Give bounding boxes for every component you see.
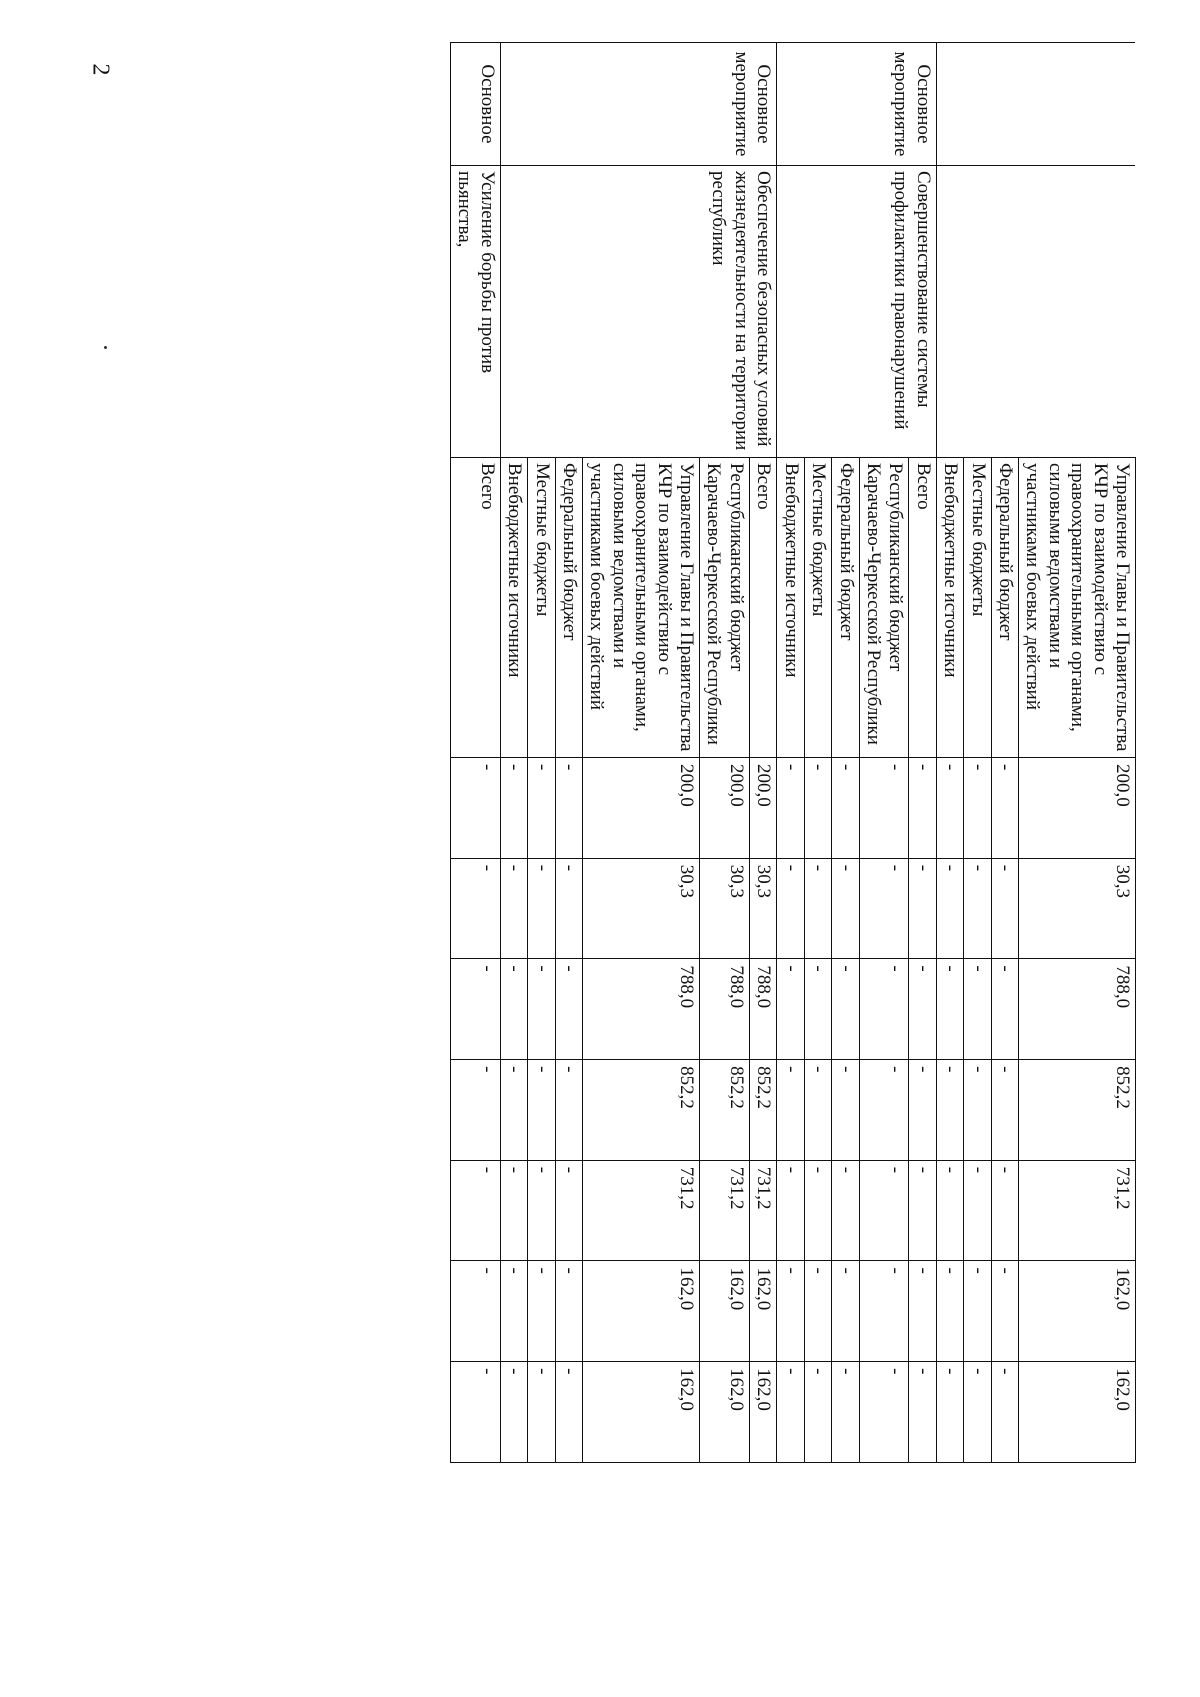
- value-cell: -: [964, 1362, 991, 1463]
- value-cell: -: [500, 959, 527, 1060]
- value-cell: -: [500, 858, 527, 959]
- value-cell: -: [555, 1060, 582, 1161]
- measure-cell: Обеспечение безопасных условий жизнедеятельности на территории республики: [500, 166, 776, 458]
- value-cell: -: [832, 1362, 859, 1463]
- value-cell: 30,3: [1018, 858, 1135, 959]
- value-cell: -: [991, 758, 1018, 859]
- value-cell: -: [859, 758, 909, 859]
- measure-cell: Совершенствование системы профилактики правонарушений: [777, 166, 936, 458]
- funding-source-cell: Управление Главы и Правительства КЧР по взаимодействию с правоохранительными органами, силовыми ведомствами и участниками боевых действий: [1018, 458, 1135, 758]
- value-cell: -: [859, 1060, 909, 1161]
- value-cell: -: [832, 1160, 859, 1261]
- value-cell: -: [804, 1060, 831, 1161]
- value-cell: -: [859, 1160, 909, 1261]
- value-cell: -: [451, 1060, 501, 1161]
- value-cell: -: [451, 1362, 501, 1463]
- table-frame: [176, 42, 1200, 1411]
- value-cell: -: [832, 959, 859, 1060]
- page-number: 2: [87, 63, 114, 76]
- value-cell: 162,0: [749, 1261, 776, 1362]
- value-cell: -: [555, 1362, 582, 1463]
- value-cell: -: [964, 858, 991, 959]
- value-cell: -: [804, 858, 831, 959]
- value-cell: 731,2: [749, 1160, 776, 1261]
- value-cell: 852,2: [1018, 1060, 1135, 1161]
- measure-cell: [936, 166, 1135, 458]
- value-cell: 731,2: [1018, 1160, 1135, 1261]
- value-cell: 788,0: [749, 959, 776, 1060]
- value-cell: -: [500, 1261, 527, 1362]
- event-type-cell: Основное мероприятие: [500, 43, 776, 166]
- value-cell: -: [451, 1261, 501, 1362]
- value-cell: 731,2: [583, 1160, 700, 1261]
- value-cell: -: [936, 1362, 963, 1463]
- value-cell: -: [528, 959, 555, 1060]
- value-cell: -: [500, 758, 527, 859]
- value-cell: -: [777, 1160, 804, 1261]
- value-cell: -: [909, 1160, 936, 1261]
- value-cell: -: [555, 858, 582, 959]
- value-cell: -: [451, 758, 501, 859]
- value-cell: -: [936, 1060, 963, 1161]
- value-cell: 852,2: [700, 1060, 750, 1161]
- value-cell: -: [528, 758, 555, 859]
- value-cell: -: [804, 1160, 831, 1261]
- funding-source-cell: Республиканский бюджет Карачаево-Черкесской Республики: [859, 458, 909, 758]
- value-cell: -: [832, 858, 859, 959]
- value-cell: -: [964, 1261, 991, 1362]
- funding-source-cell: Внебюджетные источники: [936, 458, 963, 758]
- value-cell: -: [804, 959, 831, 1060]
- value-cell: 200,0: [583, 758, 700, 859]
- value-cell: -: [832, 758, 859, 859]
- value-cell: -: [500, 1060, 527, 1161]
- value-cell: -: [555, 1261, 582, 1362]
- value-cell: -: [936, 1160, 963, 1261]
- value-cell: -: [859, 959, 909, 1060]
- value-cell: -: [777, 858, 804, 959]
- value-cell: -: [777, 1060, 804, 1161]
- value-cell: -: [909, 858, 936, 959]
- funding-source-cell: Местные бюджеты: [964, 458, 991, 758]
- value-cell: 162,0: [749, 1362, 776, 1463]
- value-cell: -: [936, 758, 963, 859]
- value-cell: 30,3: [700, 858, 750, 959]
- funding-source-cell: Управление Главы и Правительства КЧР по взаимодействию с правоохранительными органами, силовыми ведомствами и участниками боевых действий: [583, 458, 700, 758]
- value-cell: -: [832, 1060, 859, 1161]
- funding-source-cell: Федеральный бюджет: [555, 458, 582, 758]
- value-cell: -: [964, 1060, 991, 1161]
- value-cell: -: [859, 1362, 909, 1463]
- value-cell: -: [777, 1261, 804, 1362]
- value-cell: 162,0: [1018, 1362, 1135, 1463]
- value-cell: 731,2: [700, 1160, 750, 1261]
- funding-source-cell: Внебюджетные источники: [777, 458, 804, 758]
- value-cell: -: [500, 1160, 527, 1261]
- value-cell: 788,0: [700, 959, 750, 1060]
- table-row: [451, 43, 501, 1463]
- funding-source-cell: Республиканский бюджет Карачаево-Черкесской Республики: [700, 458, 750, 758]
- funding-source-cell: Федеральный бюджет: [991, 458, 1018, 758]
- value-cell: 852,2: [749, 1060, 776, 1161]
- value-cell: -: [555, 758, 582, 859]
- value-cell: -: [909, 1060, 936, 1161]
- funding-source-cell: Внебюджетные источники: [500, 458, 527, 758]
- value-cell: -: [991, 1160, 1018, 1261]
- measure-cell: Усиление борьбы против пьянства,: [451, 166, 501, 458]
- funding-source-cell: Местные бюджеты: [804, 458, 831, 758]
- value-cell: -: [936, 1261, 963, 1362]
- value-cell: 162,0: [700, 1261, 750, 1362]
- value-cell: -: [804, 1261, 831, 1362]
- table-body: [451, 43, 1136, 1463]
- value-cell: -: [555, 959, 582, 1060]
- value-cell: 852,2: [583, 1060, 700, 1161]
- value-cell: -: [528, 1362, 555, 1463]
- value-cell: 162,0: [1018, 1261, 1135, 1362]
- value-cell: -: [936, 858, 963, 959]
- value-cell: -: [528, 1261, 555, 1362]
- scan-speck: [104, 346, 107, 349]
- table-row: [909, 43, 936, 1463]
- funding-source-cell: Всего: [451, 458, 501, 758]
- value-cell: -: [859, 1261, 909, 1362]
- value-cell: -: [777, 959, 804, 1060]
- value-cell: 30,3: [749, 858, 776, 959]
- value-cell: 162,0: [583, 1362, 700, 1463]
- value-cell: -: [777, 758, 804, 859]
- value-cell: -: [859, 858, 909, 959]
- funding-source-cell: Всего: [909, 458, 936, 758]
- value-cell: -: [777, 1362, 804, 1463]
- value-cell: -: [991, 1261, 1018, 1362]
- value-cell: 788,0: [1018, 959, 1135, 1060]
- value-cell: -: [804, 1362, 831, 1463]
- value-cell: 200,0: [749, 758, 776, 859]
- value-cell: -: [991, 1060, 1018, 1161]
- value-cell: -: [909, 959, 936, 1060]
- value-cell: -: [555, 1160, 582, 1261]
- funding-source-cell: Всего: [749, 458, 776, 758]
- event-type-cell: Основное: [451, 43, 501, 166]
- value-cell: -: [804, 758, 831, 859]
- value-cell: -: [451, 1160, 501, 1261]
- event-type-cell: Основное мероприятие: [777, 43, 936, 166]
- value-cell: -: [500, 1362, 527, 1463]
- value-cell: -: [991, 1362, 1018, 1463]
- value-cell: -: [964, 1160, 991, 1261]
- value-cell: -: [936, 959, 963, 1060]
- value-cell: 200,0: [700, 758, 750, 859]
- value-cell: 788,0: [583, 959, 700, 1060]
- value-cell: -: [451, 858, 501, 959]
- value-cell: -: [832, 1261, 859, 1362]
- table-row: [1018, 43, 1135, 1463]
- value-cell: -: [451, 959, 501, 1060]
- funding-source-cell: Федеральный бюджет: [832, 458, 859, 758]
- value-cell: -: [909, 1362, 936, 1463]
- value-cell: -: [964, 758, 991, 859]
- rotated-page: [176, 42, 1136, 1462]
- value-cell: -: [528, 858, 555, 959]
- table-row: [749, 43, 776, 1463]
- funding-source-cell: Местные бюджеты: [528, 458, 555, 758]
- value-cell: -: [964, 959, 991, 1060]
- value-cell: 30,3: [583, 858, 700, 959]
- value-cell: -: [991, 858, 1018, 959]
- value-cell: 200,0: [1018, 758, 1135, 859]
- value-cell: 162,0: [700, 1362, 750, 1463]
- value-cell: -: [909, 1261, 936, 1362]
- value-cell: -: [991, 959, 1018, 1060]
- value-cell: -: [909, 758, 936, 859]
- funding-table: [450, 42, 1136, 1463]
- event-type-cell: [936, 43, 1135, 166]
- value-cell: 162,0: [583, 1261, 700, 1362]
- value-cell: -: [528, 1160, 555, 1261]
- value-cell: -: [528, 1060, 555, 1161]
